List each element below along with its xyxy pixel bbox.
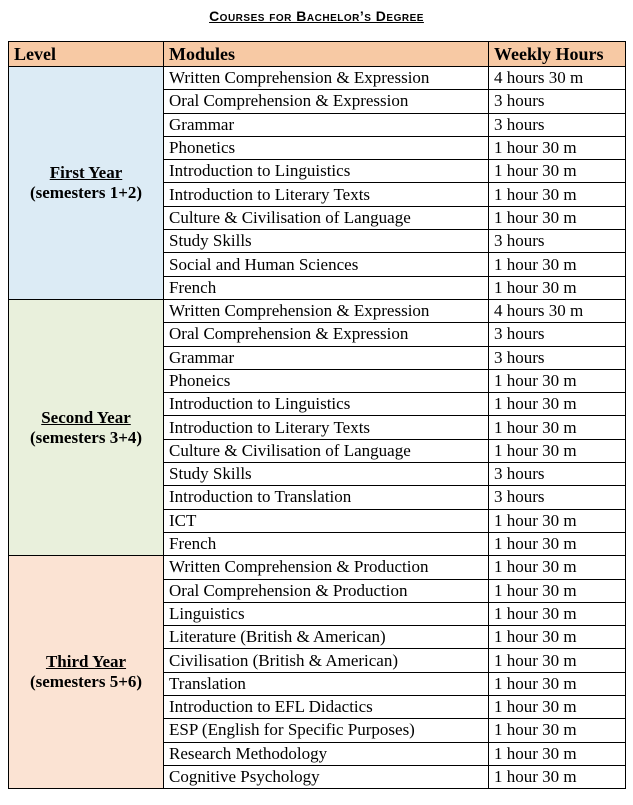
hours-cell: 3 hours	[489, 346, 626, 369]
hours-cell: 1 hour 30 m	[489, 626, 626, 649]
module-cell: Introduction to Literary Texts	[164, 183, 489, 206]
module-cell: Cognitive Psychology	[164, 765, 489, 788]
courses-table	[8, 41, 626, 789]
hours-cell: 3 hours	[489, 90, 626, 113]
module-cell: Introduction to Literary Texts	[164, 416, 489, 439]
module-cell: Translation	[164, 672, 489, 695]
module-cell: Research Methodology	[164, 742, 489, 765]
module-cell: Grammar	[164, 113, 489, 136]
module-cell: Civilisation (British & American)	[164, 649, 489, 672]
module-cell: Introduction to Linguistics	[164, 160, 489, 183]
hours-cell: 1 hour 30 m	[489, 160, 626, 183]
year-name: First Year	[49, 162, 123, 182]
hours-cell: 1 hour 30 m	[489, 532, 626, 555]
module-cell: French	[164, 276, 489, 299]
module-cell: Social and Human Sciences	[164, 253, 489, 276]
header-modules: Modules	[164, 42, 489, 67]
hours-cell: 1 hour 30 m	[489, 649, 626, 672]
module-cell: Grammar	[164, 346, 489, 369]
table-row	[9, 67, 626, 90]
hours-cell: 1 hour 30 m	[489, 602, 626, 625]
module-cell: Culture & Civilisation of Language	[164, 206, 489, 229]
level-cell	[9, 67, 164, 300]
module-cell: Literature (British & American)	[164, 626, 489, 649]
hours-cell: 1 hour 30 m	[489, 369, 626, 392]
hours-cell: 3 hours	[489, 113, 626, 136]
module-cell: French	[164, 532, 489, 555]
module-cell: Phoneics	[164, 369, 489, 392]
header-level: Level	[9, 42, 164, 67]
year-semesters: (semesters 3+4)	[29, 427, 143, 447]
hours-cell: 3 hours	[489, 323, 626, 346]
module-cell: Phonetics	[164, 136, 489, 159]
module-cell: Oral Comprehension & Production	[164, 579, 489, 602]
hours-cell: 1 hour 30 m	[489, 696, 626, 719]
hours-cell: 3 hours	[489, 463, 626, 486]
header-row	[9, 42, 626, 67]
hours-cell: 3 hours	[489, 230, 626, 253]
hours-cell: 1 hour 30 m	[489, 509, 626, 532]
module-cell: Oral Comprehension & Expression	[164, 90, 489, 113]
module-cell: Written Comprehension & Expression	[164, 299, 489, 322]
level-cell	[9, 299, 164, 555]
hours-cell: 1 hour 30 m	[489, 393, 626, 416]
module-cell: Oral Comprehension & Expression	[164, 323, 489, 346]
hours-cell: 4 hours 30 m	[489, 67, 626, 90]
hours-cell: 1 hour 30 m	[489, 742, 626, 765]
module-cell: Introduction to Translation	[164, 486, 489, 509]
module-cell: Written Comprehension & Expression	[164, 67, 489, 90]
hours-cell: 1 hour 30 m	[489, 579, 626, 602]
module-cell: Study Skills	[164, 230, 489, 253]
module-cell: Written Comprehension & Production	[164, 556, 489, 579]
hours-cell: 1 hour 30 m	[489, 719, 626, 742]
hours-cell: 1 hour 30 m	[489, 765, 626, 788]
level-cell	[9, 556, 164, 789]
hours-cell: 4 hours 30 m	[489, 299, 626, 322]
hours-cell: 1 hour 30 m	[489, 253, 626, 276]
hours-cell: 1 hour 30 m	[489, 183, 626, 206]
module-cell: ESP (English for Specific Purposes)	[164, 719, 489, 742]
hours-cell: 1 hour 30 m	[489, 672, 626, 695]
module-cell: Study Skills	[164, 463, 489, 486]
module-cell: Culture & Civilisation of Language	[164, 439, 489, 462]
hours-cell: 3 hours	[489, 486, 626, 509]
year-name: Second Year	[41, 407, 131, 427]
header-weekly-hours: Weekly Hours	[489, 42, 626, 67]
module-cell: Introduction to Linguistics	[164, 393, 489, 416]
table-row	[9, 299, 626, 322]
table-body	[9, 67, 626, 789]
module-cell: ICT	[164, 509, 489, 532]
hours-cell: 1 hour 30 m	[489, 206, 626, 229]
year-name: Third Year	[45, 652, 127, 672]
page-title: Courses for Bachelor’s Degree	[209, 8, 424, 24]
year-semesters: (semesters 5+6)	[29, 672, 143, 692]
table-row	[9, 556, 626, 579]
hours-cell: 1 hour 30 m	[489, 439, 626, 462]
hours-cell: 1 hour 30 m	[489, 416, 626, 439]
hours-cell: 1 hour 30 m	[489, 136, 626, 159]
module-cell: Linguistics	[164, 602, 489, 625]
hours-cell: 1 hour 30 m	[489, 276, 626, 299]
year-semesters: (semesters 1+2)	[29, 182, 143, 202]
hours-cell: 1 hour 30 m	[489, 556, 626, 579]
module-cell: Introduction to EFL Didactics	[164, 696, 489, 719]
